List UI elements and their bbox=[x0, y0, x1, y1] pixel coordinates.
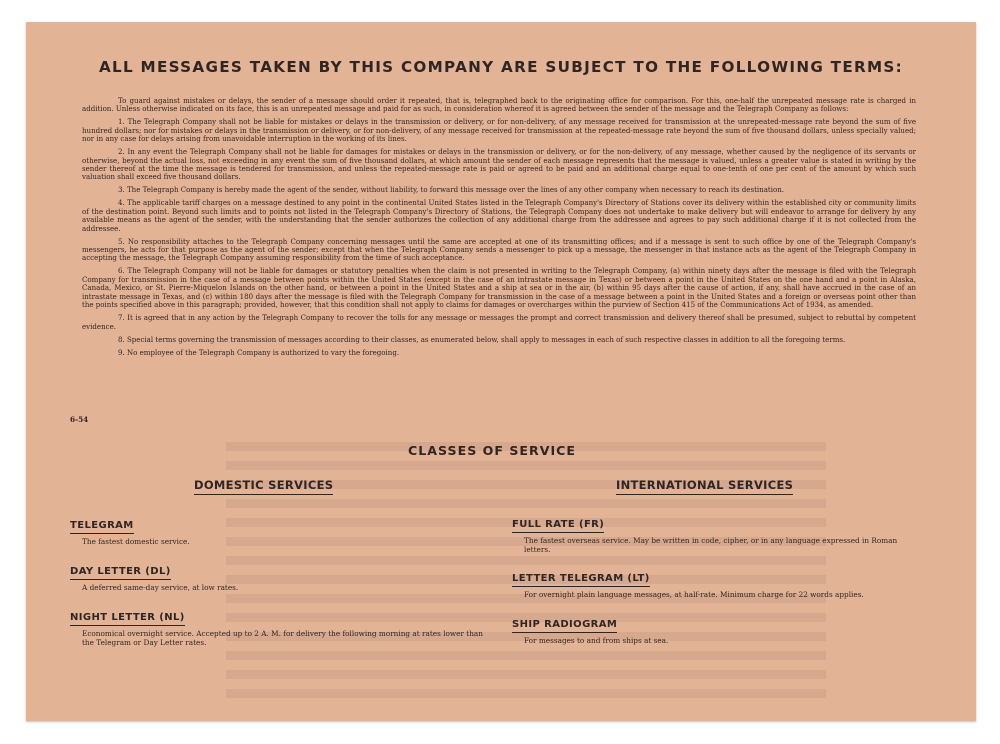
form-number: 6-54 bbox=[70, 415, 89, 424]
term-9: 9. No employee of the Telegraph Company is authorized to vary the foregoing. bbox=[118, 347, 400, 357]
service-description: The fastest domestic service. bbox=[82, 537, 190, 546]
domestic-services-heading-text: DOMESTIC SERVICES bbox=[194, 478, 333, 495]
classes-of-service-title: CLASSES OF SERVICE bbox=[408, 443, 576, 458]
service-ship-radiogram bbox=[512, 612, 924, 646]
term-8: 8. Special terms governing the transmission of messages according to their classes, as enumerated below, shall apply to messages in each of such respective classes in addition to all the foregoing terms. bbox=[118, 334, 846, 344]
service-name: NIGHT LETTER (NL) bbox=[70, 612, 185, 626]
service-telegram bbox=[70, 513, 490, 547]
international-services-heading bbox=[616, 478, 793, 492]
service-night-letter bbox=[70, 605, 490, 648]
domestic-services-heading bbox=[194, 478, 333, 492]
international-services-heading-text: INTERNATIONAL SERVICES bbox=[616, 478, 793, 495]
service-name: LETTER TELEGRAM (LT) bbox=[512, 573, 650, 587]
service-name: SHIP RADIOGRAM bbox=[512, 619, 617, 633]
service-full-rate bbox=[512, 512, 924, 555]
term-4: 4. The applicable tariff charges on a message destined to any point in the continental United States listed in the Telegraph Company's Directory of Stations cover its delivery within the established city or community limits of the destination point. Beyond such limits and to points not listed in the Telegraph Company's Directory of Stations, the Telegraph Company does not undertake to make delivery but will endeavor to arrange for delivery by any available means as the agent of the sender, with the understanding that the sender authorizes the collection of any additional charge from the addressee and agrees to pay such additional charge if it is not collected from the addressee. bbox=[82, 198, 916, 233]
term-5: 5. No responsibility attaches to the Telegraph Company concerning messages until the same are accepted at one of its transmitting offices; and if a message is sent to such office by one of the Telegraph Company's messengers, he acts for that purpose as the agent of the sender; except that when the Telegraph Company sends a messenger to pick up a message, the messenger in that instance acts as the agent of the Telegraph Company in accepting the message, the Telegraph Company assuming responsibility from the time of such acceptance. bbox=[82, 236, 916, 263]
service-description: For messages to and from ships at sea. bbox=[524, 636, 669, 645]
service-name: DAY LETTER (DL) bbox=[70, 566, 171, 580]
service-letter-telegram bbox=[512, 566, 932, 600]
telegram-back-sheet bbox=[26, 22, 976, 721]
term-7: 7. It is agreed that in any action by the Telegraph Company to recover the tolls for any message or messages the prompt and correct transmission and delivery thereof shall be presumed, subject to rebuttal by competent evidence. bbox=[82, 313, 916, 331]
term-2: 2. In any event the Telegraph Company shall not be liable for damages for mistakes or delays in the transmission or delivery, or for the non-delivery, of any message, whether caused by the negligence of its servants or otherwise, beyond the actual loss, not exceeding in any event the sum of five thousand dollars, at which amount the sender of each message represents that the message is valued, unless a greater value is stated in writing by the sender thereof at the time the message is tendered for transmission, and unless the repeated-message rate is paid or agreed to be paid and an additional charge equal to one-tenth of one per cent of the amount by which such valuation shall exceed five thousand dollars. bbox=[82, 147, 916, 182]
terms-intro: To guard against mistakes or delays, the sender of a message should order it repeated, that is, telegraphed back to the originating office for comparison. For this, one-half the unrepeated message rate is charged in addition. Unless otherwise indicated on its face, this is an unrepeated message and paid for as such, in consideration whereof it is agreed between the sender of the message and the Telegraph Company as follows: bbox=[82, 96, 916, 114]
term-6: 6. The Telegraph Company will not be liable for damages or statutory penalties when the claim is not presented in writing to the Telegraph Company, (a) within ninety days after the message is filed with the Telegraph Company for transmission in the case of a message between points within the United States (except in the case of an intrastate message in Texas) or between a point in the United States on the one hand and a point in Alaska, Canada, Mexico, or St. Pierre-Miquelon Islands on the other hand, or between a point in the United States and a ship at sea or in the air, (b) within 95 days after the cause of action, if any, shall have accrued in the case of an intrastate message in Texas, and (c) within 180 days after the message is filed with the Telegraph Company for transmission in the case of a message between a point in the United States and a foreign or overseas point other than the points specified above in this paragraph; provided, however, that this condition shall not apply to claims for damages or overcharges within the purview of Section 415 of the Communications Act of 1934, as amended. bbox=[82, 266, 916, 310]
service-description: A deferred same-day service, at low rates. bbox=[82, 583, 239, 592]
term-3: 3. The Telegraph Company is hereby made the agent of the sender, without liability, to forward this message over the lines of any other company when necessary to reach its destination. bbox=[118, 185, 785, 195]
service-description: Economical overnight service. Accepted up to 2 A. M. for delivery the following morning at rates lower than the Telegram or Day Letter rates. bbox=[82, 629, 483, 647]
service-day-letter bbox=[70, 559, 490, 593]
terms-body bbox=[82, 97, 916, 362]
service-description: For overnight plain language messages, at half-rate. Minimum charge for 22 words applies. bbox=[524, 590, 864, 599]
service-description: The fastest overseas service. May be written in code, cipher, or in any language expressed in Roman letters. bbox=[524, 536, 898, 554]
term-1: 1. The Telegraph Company shall not be liable for mistakes or delays in the transmission or delivery, or for non-delivery, of any message received for transmission at the unrepeated-message rate beyond the sum of five hundred dollars; nor for mistakes or delays in the transmission or delivery, or for non-delivery, of any message received for transmission at the repeated-message rate beyond the sum of five thousand dollars, unless specially valued; nor in any case for delays arising from unavoidable interruption in the working of its lines. bbox=[82, 117, 916, 144]
terms-title: ALL MESSAGES TAKEN BY THIS COMPANY ARE SUBJECT TO THE FOLLOWING TERMS: bbox=[98, 58, 904, 76]
service-name: TELEGRAM bbox=[70, 520, 134, 534]
service-name: FULL RATE (FR) bbox=[512, 519, 604, 533]
